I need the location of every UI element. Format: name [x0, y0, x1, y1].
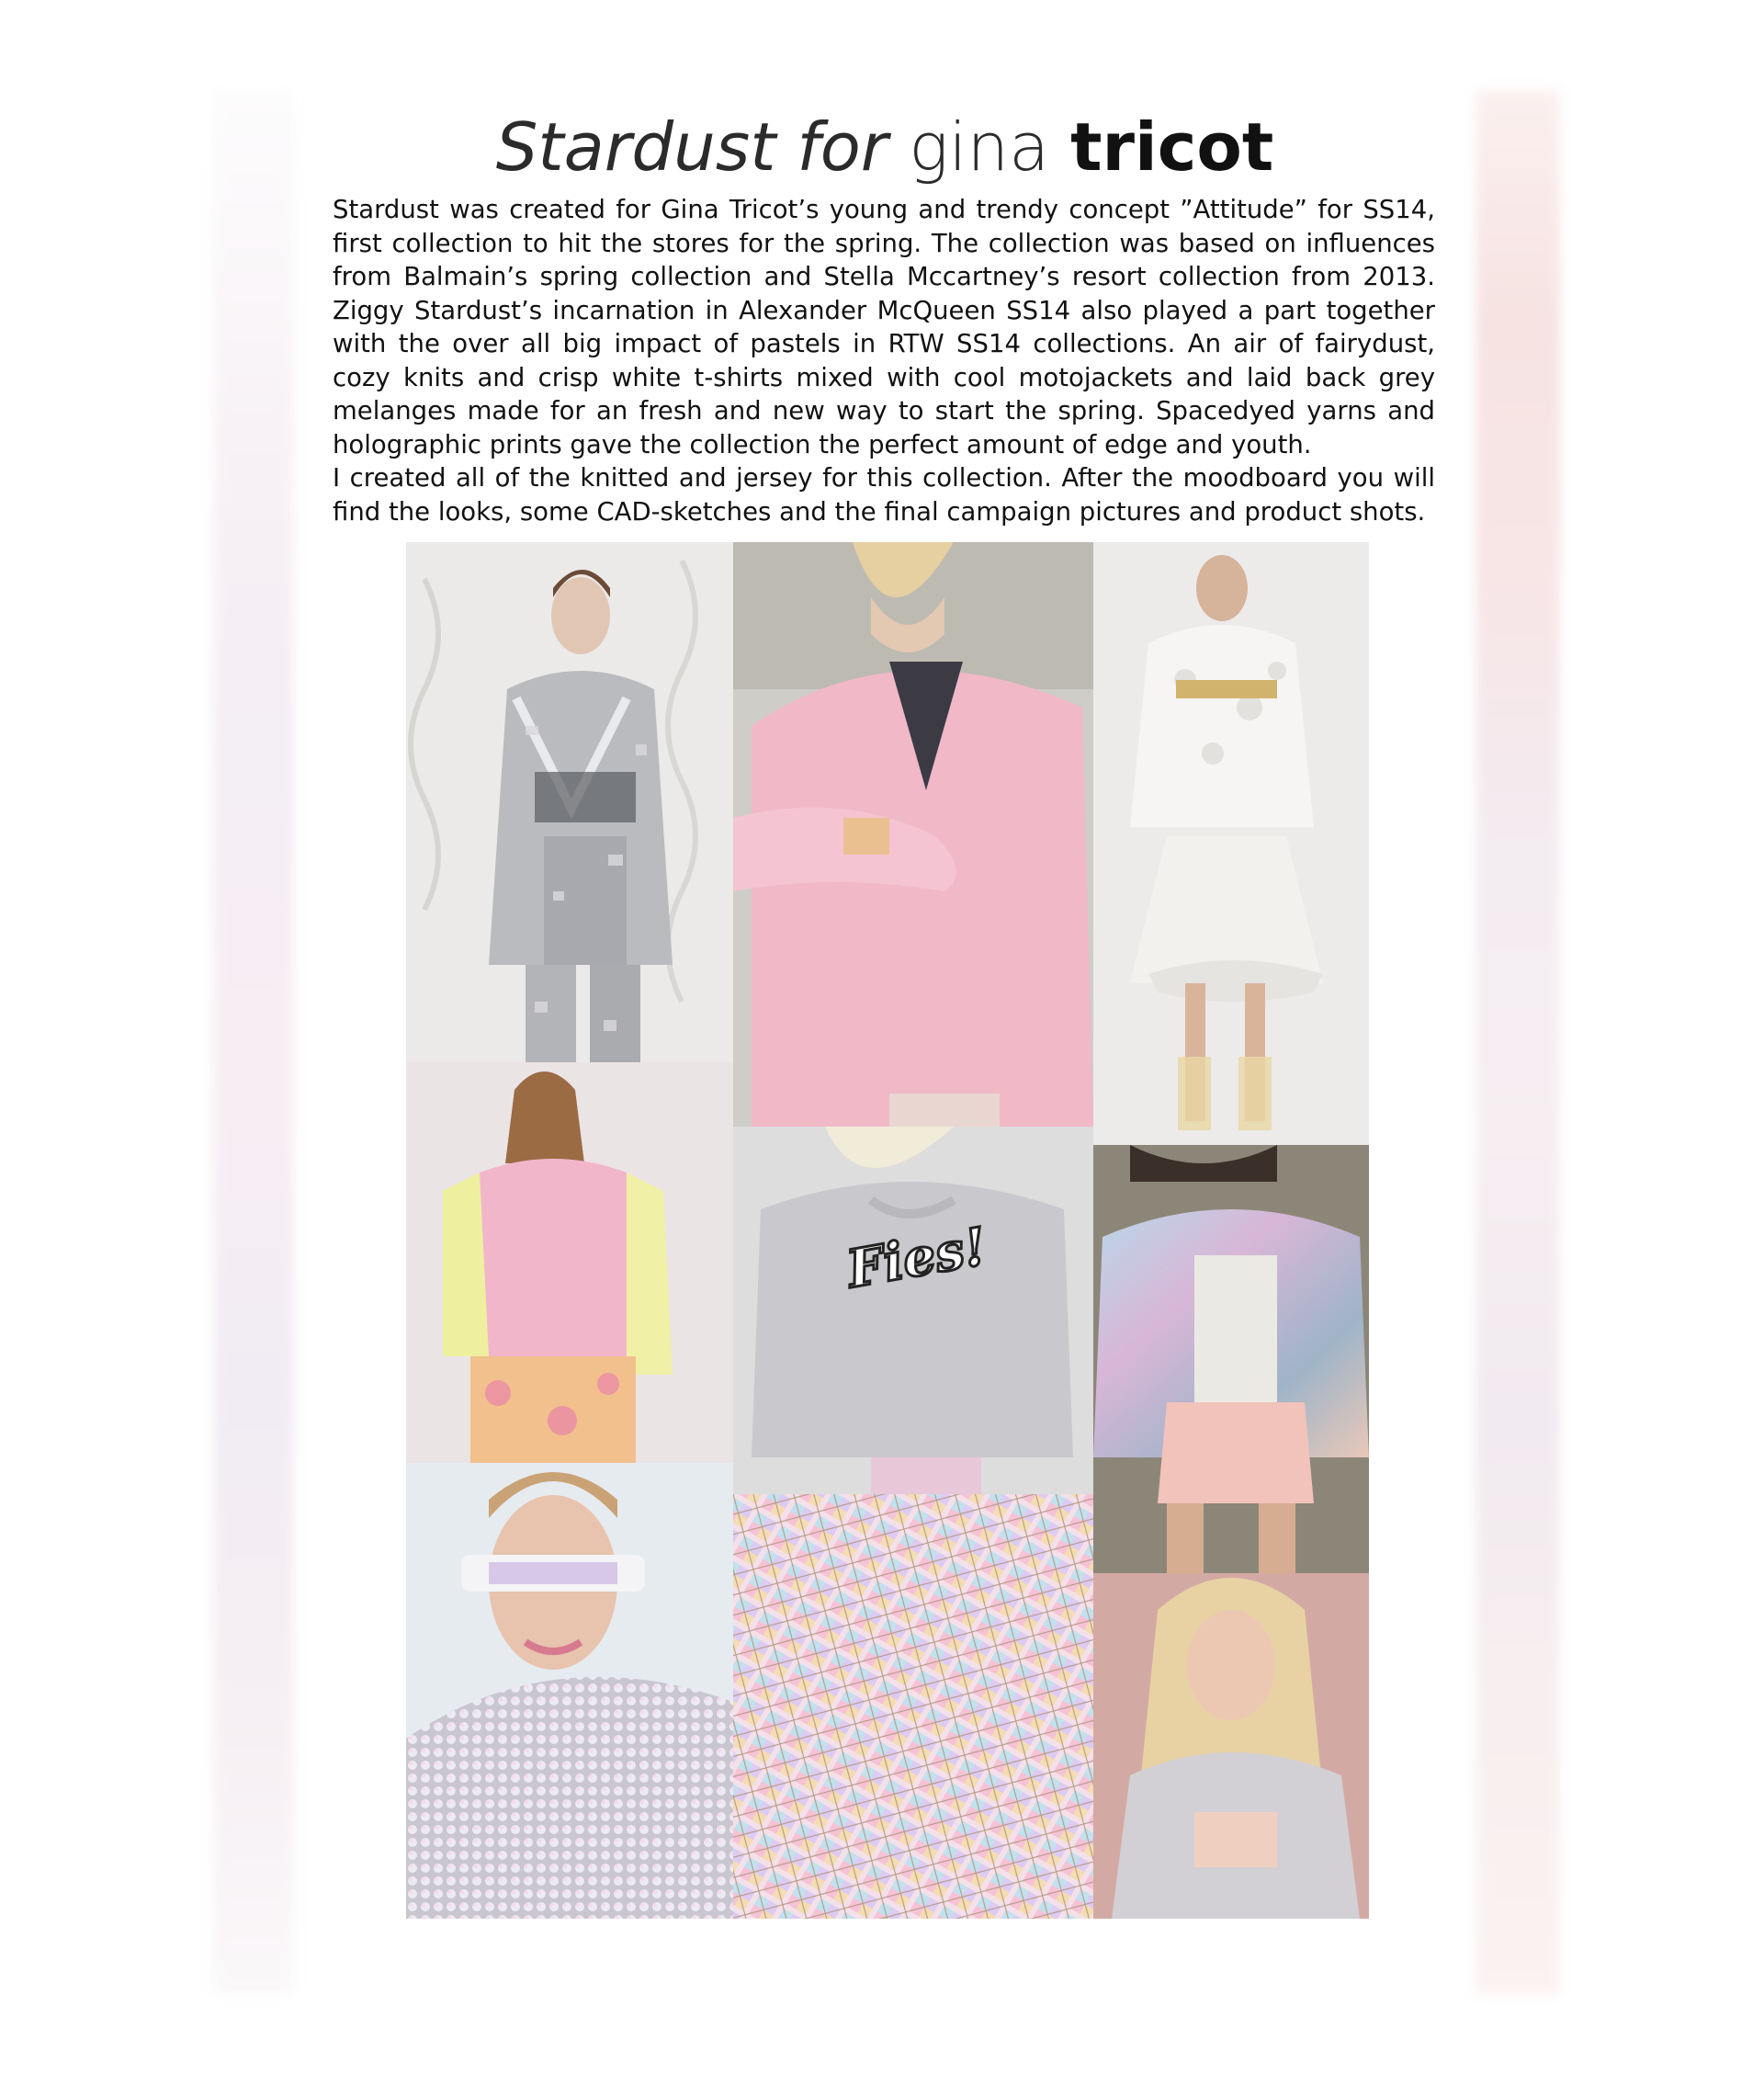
description-paragraph-1: Stardust was created for Gina Tricot’s young and trendy concept ”Attitude” for SS14, first collection to hit the stores for the spring. The collection was based on influences from Balmain’s spring collection and Stella Mccartney’s resort collection from 2013. Ziggy Stardust’s incarnation in Alexander McQueen SS14 also played a part together with the over all big impact of pastels in RTW SS14 collections. An air of fairydust, cozy knits and crisp white t-shirts mixed with cool motojackets and laid back grey melanges made for an fresh and new way to start the spring. Spacedyed yarns and holographic prints gave the collection the perfect amount of edge and youth.	[333, 195, 1435, 459]
description-text	[333, 193, 1435, 528]
moodboard-photo-holographic-jacket	[1093, 1145, 1369, 1573]
moodboard-photo-silver-sequin-suit	[406, 542, 733, 1062]
pastel-watercolor-strip-right	[1476, 90, 1560, 1994]
moodboard-photo-holographic-net	[733, 1494, 1093, 1919]
moodboard-photo-grey-sweatshirt	[733, 1127, 1093, 1494]
moodboard-photo-pink-yellow-knit	[406, 1062, 733, 1463]
page-title	[294, 103, 1476, 191]
sweatshirt-print-text: Fies!	[842, 1216, 991, 1300]
title-stardust-for: Stardust for	[495, 108, 910, 186]
moodboard-photo-visor-sequins	[406, 1463, 733, 1919]
title-gina: gina	[909, 108, 1071, 186]
description-paragraph-2: I created all of the knitted and jersey for this collection. After the moodboard you will find the looks, some CAD-sketches and the final campaign pictures and product shots.	[333, 463, 1435, 527]
title-tricot: tricot	[1070, 108, 1274, 186]
moodboard-photo-white-lace-runway	[1093, 542, 1369, 1145]
moodboard-photo-pink-knit-sweater	[733, 542, 1093, 1127]
moodboard-photo-blonde-grey-cardigan	[1093, 1573, 1369, 1919]
pastel-watercolor-strip-left	[213, 90, 294, 1994]
